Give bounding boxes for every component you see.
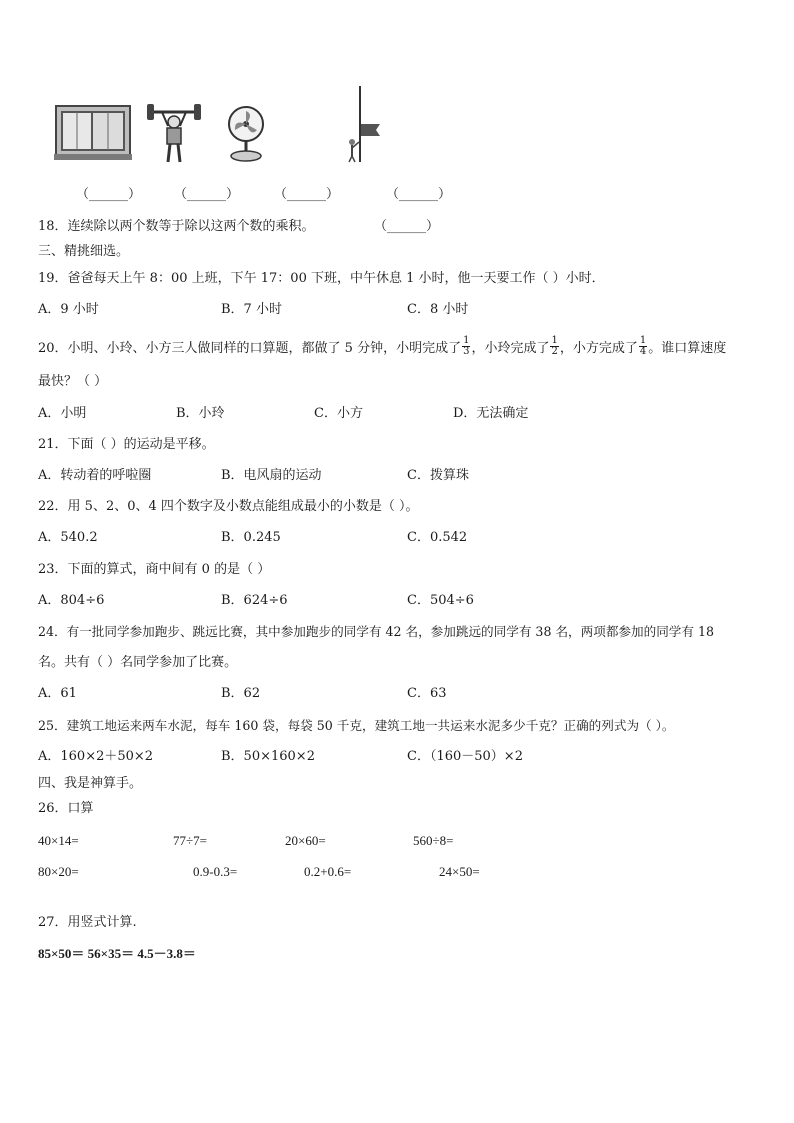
section-3-heading: 三、精挑细选。 bbox=[38, 244, 130, 259]
fraction-denominator: 3 bbox=[463, 346, 470, 357]
mental-calc-item: 40×14= bbox=[38, 833, 79, 848]
question-22: 22．用 5、2、0、4 四个数字及小数点能组成最小的小数是（ ）。 bbox=[38, 499, 419, 514]
fraction-numerator: 1 bbox=[551, 335, 558, 346]
mental-calc-item: 0.2+0.6= bbox=[304, 864, 352, 879]
question-25: 25．建筑工地运来两车水泥，每车 160 袋，每袋 50 千克，建筑工地一共运来水泥多少千克？正确的列式为（ ）。 bbox=[38, 718, 675, 733]
question-20-text-b: ，小玲完成了 bbox=[471, 341, 550, 356]
question-23-option-b[interactable]: B．624÷6 bbox=[221, 593, 288, 608]
fraction-one-quarter bbox=[639, 336, 647, 357]
question-24-option-c[interactable]: C．63 bbox=[407, 686, 447, 701]
question-25-option-b[interactable]: B．50×160×2 bbox=[221, 749, 315, 764]
picture-answer-blank-2[interactable]: （______） bbox=[174, 187, 240, 202]
question-20-option-a[interactable]: A．小明 bbox=[38, 406, 87, 421]
mental-calc-item: 0.9-0.3= bbox=[193, 864, 238, 879]
question-20-line-2: 最快？（ ） bbox=[38, 374, 108, 389]
question-25-option-c[interactable]: C．（160－50）×2 bbox=[407, 749, 523, 764]
question-20-option-c[interactable]: C．小方 bbox=[314, 406, 363, 421]
question-18: 18．连续除以两个数等于除以这两个数的乘积。 bbox=[38, 219, 315, 234]
section-4-heading: 四、我是神算手。 bbox=[38, 776, 143, 791]
question-20-text-d: 。谁口算速度 bbox=[648, 341, 727, 356]
vertical-calc-line: 85×50＝ 56×35＝ 4.5－3.8＝ bbox=[38, 946, 196, 961]
question-19-option-b[interactable]: B．7 小时 bbox=[221, 302, 282, 317]
mental-calc-item: 20×60= bbox=[285, 833, 326, 848]
question-22-option-a[interactable]: A．540.2 bbox=[38, 530, 98, 545]
question-21: 21．下面（ ）的运动是平移。 bbox=[38, 437, 215, 452]
weightlifter-icon bbox=[146, 100, 202, 164]
picture-answer-blank-4[interactable]: （______） bbox=[386, 187, 452, 202]
question-20-option-b[interactable]: B．小玲 bbox=[176, 406, 225, 421]
question-20-text-a: 20．小明、小玲、小方三人做同样的口算题，都做了 5 分钟，小明完成了 bbox=[38, 341, 462, 356]
fraction-one-half bbox=[550, 336, 558, 357]
question-20 bbox=[38, 335, 727, 359]
fraction-numerator: 1 bbox=[463, 335, 470, 346]
question-24-option-b[interactable]: B．62 bbox=[221, 686, 261, 701]
question-24-line-1: 24．有一批同学参加跑步、跳远比赛，其中参加跑步的同学有 42 名，参加跳远的同学有 38 名，两项都参加的同学有 18 bbox=[38, 624, 715, 639]
question-21-option-a[interactable]: A．转动着的呼啦圈 bbox=[38, 468, 152, 483]
question-20-text-c: ，小方完成了 bbox=[559, 341, 638, 356]
question-19: 19．爸爸每天上午 8：00 上班，下午 17：00 下班，中午休息 1 小时，他一天要工作（ ）小时． bbox=[38, 271, 605, 286]
window-sliding-icon bbox=[54, 104, 132, 160]
mental-calc-item: 77÷7= bbox=[173, 833, 207, 848]
fraction-denominator: 4 bbox=[639, 346, 647, 357]
question-26-title: 26．口算 bbox=[38, 801, 94, 816]
question-25-option-a[interactable]: A．160×2＋50×2 bbox=[38, 749, 154, 764]
question-24-line-2: 名。共有（ ）名同学参加了比赛。 bbox=[38, 655, 238, 670]
mental-calc-item: 560÷8= bbox=[413, 833, 454, 848]
question-27-title: 27．用竖式计算. bbox=[38, 915, 137, 930]
question-22-option-c[interactable]: C．0.542 bbox=[407, 530, 468, 545]
question-21-option-c[interactable]: C．拨算珠 bbox=[407, 468, 469, 483]
picture-answer-blank-1[interactable]: （______） bbox=[76, 187, 142, 202]
question-21-option-b[interactable]: B．电风扇的运动 bbox=[221, 468, 322, 483]
flag-raising-icon bbox=[342, 84, 382, 164]
fraction-denominator: 2 bbox=[551, 346, 558, 357]
fraction-one-third bbox=[462, 336, 470, 357]
question-24-option-a[interactable]: A．61 bbox=[38, 686, 77, 701]
question-23-option-c[interactable]: C．504÷6 bbox=[407, 593, 474, 608]
picture-answer-blank-3[interactable]: （______） bbox=[274, 187, 340, 202]
fraction-numerator: 1 bbox=[639, 335, 647, 346]
mental-calc-item: 24×50= bbox=[439, 864, 480, 879]
question-23-option-a[interactable]: A．804÷6 bbox=[38, 593, 105, 608]
question-19-option-c[interactable]: C．8 小时 bbox=[407, 302, 469, 317]
electric-fan-icon bbox=[224, 104, 268, 162]
mental-calc-item: 80×20= bbox=[38, 864, 79, 879]
question-18-answer-blank[interactable]: （______） bbox=[374, 219, 440, 234]
question-20-option-d[interactable]: D．无法确定 bbox=[453, 406, 529, 421]
question-22-option-b[interactable]: B．0.245 bbox=[221, 530, 281, 545]
question-23: 23．下面的算式，商中间有 0 的是（ ） bbox=[38, 562, 271, 577]
question-19-option-a[interactable]: A．9 小时 bbox=[38, 302, 99, 317]
